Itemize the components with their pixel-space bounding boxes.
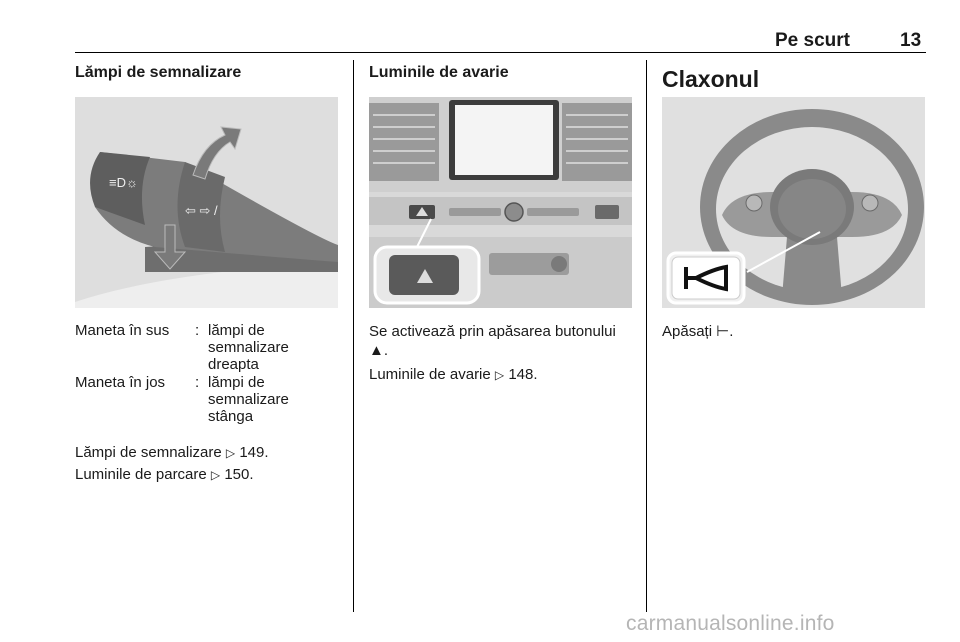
cross-reference-text: Lămpi de semnalizare (75, 444, 222, 461)
horn-icon: ⊢ (716, 323, 730, 340)
cross-reference-text: Luminile de avarie (369, 366, 491, 383)
page-reference-icon: ▷ (210, 468, 221, 482)
sentence-end: . (383, 342, 389, 359)
sentence-end: . (729, 323, 734, 340)
hazard-instruction-text: Se activează prin apăsarea butonului (369, 323, 616, 340)
cross-reference-text: Luminile de parcare (75, 466, 207, 483)
header-rule (75, 52, 926, 53)
steering-wheel-illustration (662, 97, 925, 308)
lever-definition-list (75, 322, 345, 426)
hazard-button-illustration (369, 97, 632, 308)
section-heading-turn-signals: Lămpi de semnalizare (75, 64, 242, 81)
definition-term: Maneta în jos (75, 374, 166, 391)
horn-instruction-text: Apăsați (662, 323, 713, 340)
horn-instruction (662, 322, 733, 341)
definition-description: lămpi de semnalizare dreapta (208, 322, 289, 373)
definition-colon: : (195, 322, 200, 339)
header-title: Pe scurt (775, 30, 850, 51)
column-divider (646, 60, 647, 612)
page-reference-number: 150. (224, 466, 254, 483)
cross-reference (369, 365, 538, 385)
svg-text:≡D☼: ≡D☼ (109, 175, 138, 190)
watermark: carmanualsonline.info (626, 612, 835, 635)
definition-description: lămpi de semnalizare stânga (208, 374, 289, 425)
definition-row (75, 374, 345, 426)
cross-reference (75, 443, 269, 463)
definition-row (75, 322, 345, 374)
page-reference-number: 148. (508, 366, 538, 383)
turn-signal-lever-illustration (75, 97, 338, 308)
cross-reference (75, 465, 254, 485)
definition-term: Maneta în sus (75, 322, 170, 339)
section-heading-horn: Claxonul (662, 66, 760, 92)
hazard-triangle-icon: ▲ (369, 342, 384, 359)
page-number: 13 (900, 30, 922, 51)
page-reference-number: 149. (239, 444, 269, 461)
section-heading-hazard-lights: Luminile de avarie (369, 64, 509, 81)
svg-text:⇦ ⇨ /: ⇦ ⇨ / (185, 203, 218, 218)
page-reference-icon: ▷ (225, 446, 236, 460)
definition-colon: : (195, 374, 200, 391)
column-divider (353, 60, 354, 612)
page-reference-icon: ▷ (494, 368, 505, 382)
hazard-instruction (369, 322, 629, 360)
